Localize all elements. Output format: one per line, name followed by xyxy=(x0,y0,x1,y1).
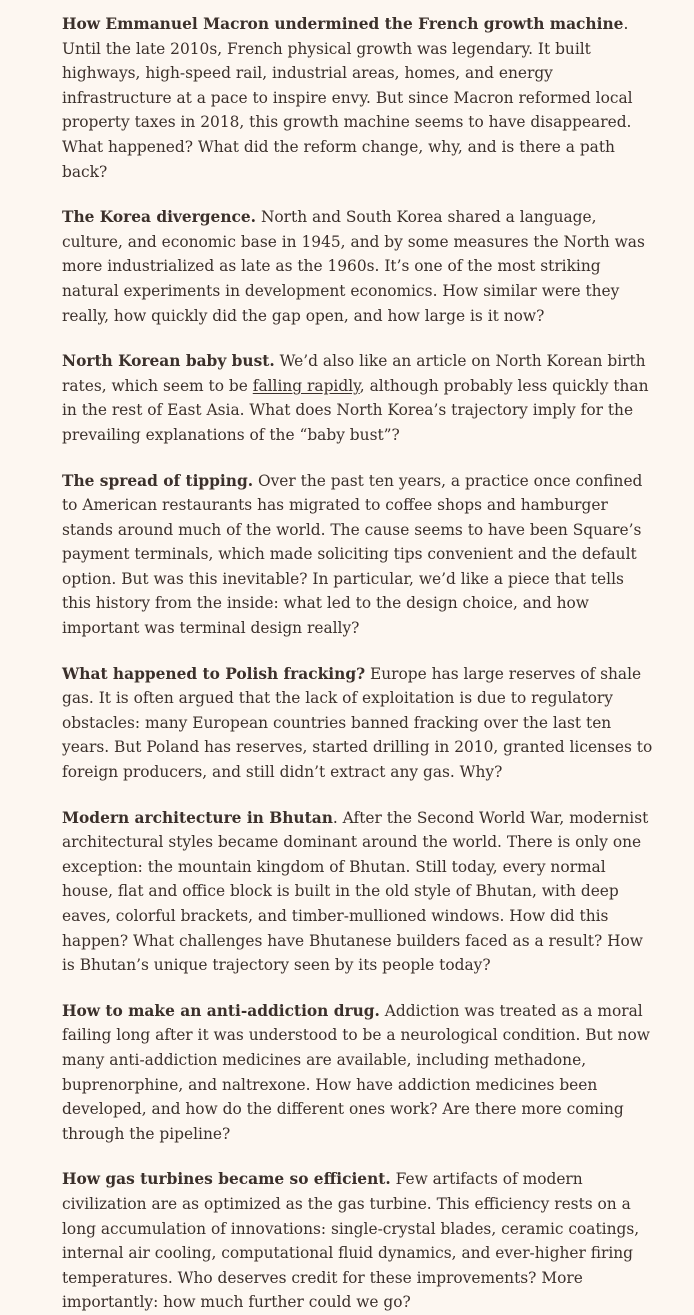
entry-title: The spread of tipping. xyxy=(62,471,254,490)
entry-polish-fracking xyxy=(62,662,656,785)
entry-gas-turbines xyxy=(62,1167,656,1315)
entry-spread-of-tipping xyxy=(62,469,656,641)
entry-text: , although probably less quickly than in the rest of East Asia. What does North Korea’s trajectory imply for the prevailing explanations of the “baby bust”? xyxy=(62,376,649,444)
entry-north-korean-baby-bust xyxy=(62,349,656,447)
entry-text: . After the Second World War, modernist architectural styles became dominant around the world. There is only one exception: the mountain kingdom of Bhutan. Still today, every normal house, flat and office block is built in the old style of Bhutan, with deep eaves, colorful brackets, and timber-mullioned windows. How did this happen? What challenges have Bhutanese builders faced as a result? How is Bhutan’s unique trajectory seen by its people today? xyxy=(62,808,649,975)
entry-text: . Until the late 2010s, French physical growth was legendary. It built highways, high-speed rail, industrial areas, homes, and energy infrastructure at a pace to inspire envy. But since Macron reformed local property taxes in 2018, this growth machine seems to have disappeared. What happened? What did the reform change, why, and is there a path back? xyxy=(62,15,633,181)
entry-title: Modern architecture in Bhutan xyxy=(62,808,333,827)
entry-title: How gas turbines became so efficient. xyxy=(62,1170,391,1189)
entry-text: Over the past ten years, a practice once confined to American restaurants has migrated to coffee shops and hamburger stands around much of the world. The cause seems to have been Square’s payment terminals, which made soliciting tips convenient and the default option. But was this inevitable? In particular, we’d like a piece that tells this history from the inside: what led to the design choice, and how important was terminal design really? xyxy=(62,471,643,638)
entry-title: What happened to Polish fracking? xyxy=(62,664,366,683)
entry-text: We’d also like an article on North Korean birth rates, which seem to be xyxy=(62,352,646,395)
entry-french-growth xyxy=(62,12,656,184)
entry-text: Few artifacts of modern civilization are as optimized as the gas turbine. This efficiency rests on a long accumulation of innovations: single-crystal blades, ceramic coatings, internal air cooling, computational fluid dynamics, and ever-higher firing temperatures. Who deserves credit for these improvements? More importantly: how much further could we go? xyxy=(62,1170,640,1312)
entry-bhutan-architecture xyxy=(62,806,656,978)
entry-text: North and South Korea shared a language, culture, and economic base in 1945, and by some measures the North was more industrialized as late as the 1960s. It’s one of the most striking natural experiments in development economics. How similar were they really, how quickly did the gap open, and how large is it now? xyxy=(62,208,645,325)
entry-text: Europe has large reserves of shale gas. It is often argued that the lack of exploitation is due to regulatory obstacles: many European countries banned fracking over the last ten years. But Poland has reserves, started drilling in 2010, granted licenses to foreign producers, and still didn’t extract any gas. Why? xyxy=(62,664,653,782)
entry-title: North Korean baby bust. xyxy=(62,352,275,371)
falling-rapidly-link[interactable]: falling rapidly xyxy=(252,376,360,395)
entry-title: The Korea divergence. xyxy=(62,208,257,227)
entry-text: Addiction was treated as a moral failing long after it was understood to be a neurological condition. But now many anti-addiction medicines are available, including methadone, buprenorphine, and naltrexone. How have addiction medicines been developed, and how do the different ones work? Are there more coming through the pipeline? xyxy=(62,1001,650,1143)
entry-title: How to make an anti-addiction drug. xyxy=(62,1001,380,1020)
entry-anti-addiction-drug xyxy=(62,999,656,1147)
entry-title: How Emmanuel Macron undermined the French growth machine xyxy=(62,15,624,33)
entry-korea-divergence xyxy=(62,205,656,328)
